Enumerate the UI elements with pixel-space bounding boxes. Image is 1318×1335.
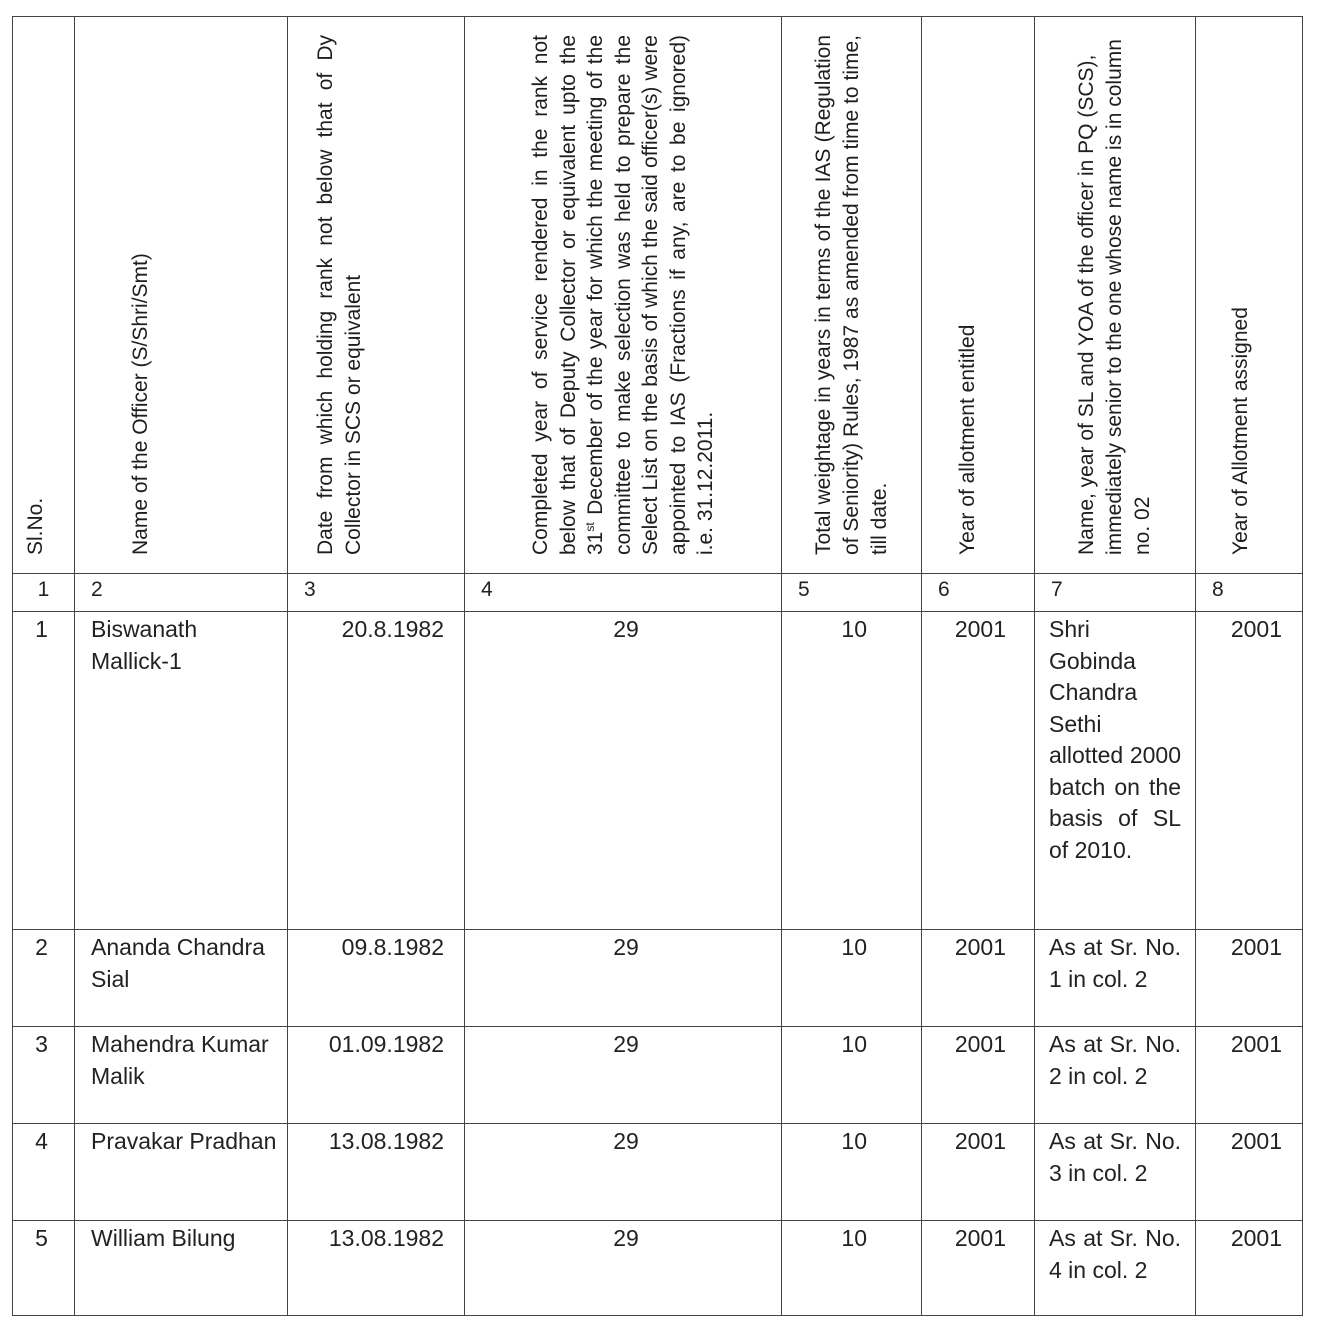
column-number-row [13,574,1303,612]
row-name: Mahendra Kumar Malik [75,1027,288,1124]
seniority-table [12,16,1303,1316]
header-name: Name of the Officer (S/Shri/Smt) [129,253,152,555]
row-assigned: 2001 [1196,1124,1303,1221]
header-completed-cell [465,17,782,574]
row-senior-cell [1035,930,1196,1027]
row-weightage: 10 [782,930,922,1027]
row-date: 01.09.1982 [288,1027,465,1124]
row-assigned: 2001 [1196,1221,1303,1316]
row-assigned: 2001 [1196,930,1303,1027]
table-row [13,1124,1303,1221]
header-name-cell [75,17,288,574]
row-sl: 3 [13,1027,75,1124]
row-date: 20.8.1982 [288,612,465,930]
row-sl: 5 [13,1221,75,1316]
header-completed-sup: st [582,522,597,532]
row-senior: As at Sr. No. 3 in col. 2 [1049,1128,1181,1186]
header-entitled: Year of allotment entitled [956,324,979,555]
row-entitled: 2001 [922,930,1035,1027]
row-date: 13.08.1982 [288,1221,465,1316]
row-years: 29 [465,1221,782,1316]
row-senior: As at Sr. No. 1 in col. 2 [1049,934,1181,992]
row-weightage: 10 [782,1221,922,1316]
row-sl: 2 [13,930,75,1027]
row-name: William Bilung [75,1221,288,1316]
row-weightage: 10 [782,1027,922,1124]
row-name: Pravakar Pradhan [75,1124,288,1221]
header-completed-pre: Completed year of service rendered in the rank not below that of Deputy Collector or equivalent upto the 31 [528,35,607,555]
row-senior: As at Sr. No. 4 in col. 2 [1049,1225,1181,1283]
row-sl: 1 [13,612,75,930]
header-sl: Sl.No. [23,497,47,555]
row-entitled: 2001 [922,1221,1035,1316]
row-senior: Shri Gobinda Chandra Sethi allotted 2000 batch on the basis of SL of 2010. [1049,616,1181,863]
row-date: 09.8.1982 [288,930,465,1027]
row-senior-cell [1035,1221,1196,1316]
table-row [13,930,1303,1027]
row-sl: 4 [13,1124,75,1221]
table-row [13,612,1303,930]
header-assigned-cell [1196,17,1303,574]
header-senior: Name, year of SL and YOA of the officer in PQ (SCS), immediately senior to the one whose name is in column no. 02 [1075,39,1154,555]
row-years: 29 [465,612,782,930]
row-senior-cell [1035,612,1196,930]
row-date: 13.08.1982 [288,1124,465,1221]
header-date: Date from which holding rank not below that of Dy Collector in SCS or equivalent [314,35,365,555]
row-senior-cell [1035,1027,1196,1124]
column-number: 3 [288,574,465,612]
column-number: 2 [75,574,288,612]
row-weightage: 10 [782,612,922,930]
table-row [13,1027,1303,1124]
header-assigned: Year of Allotment assigned [1229,307,1252,555]
row-senior-cell [1035,1124,1196,1221]
row-entitled: 2001 [922,1027,1035,1124]
row-assigned: 2001 [1196,612,1303,930]
row-name: Biswanath Mallick-1 [75,612,288,930]
column-number: 7 [1035,574,1196,612]
row-assigned: 2001 [1196,1027,1303,1124]
row-weightage: 10 [782,1124,922,1221]
row-years: 29 [465,930,782,1027]
column-number: 4 [465,574,782,612]
row-senior: As at Sr. No. 2 in col. 2 [1049,1031,1181,1089]
header-weightage: Total weightage in years in terms of the IAS (Regulation of Seniority) Rules, 1987 as amended from time to time, till date. [811,35,891,555]
header-row [13,17,1303,574]
column-number: 5 [782,574,922,612]
row-entitled: 2001 [922,1124,1035,1221]
table-row [13,1221,1303,1316]
header-sl-cell [13,17,75,574]
row-years: 29 [465,1027,782,1124]
header-entitled-cell [922,17,1035,574]
row-entitled: 2001 [922,612,1035,930]
row-name: Ananda Chandra Sial [75,930,288,1027]
column-number: 6 [922,574,1035,612]
header-weightage-cell [782,17,922,574]
column-number: 1 [13,574,75,612]
header-senior-cell [1035,17,1196,574]
header-completed [527,35,720,555]
header-completed-post: December of the year for which the meeting of the committee to make selection was held to prepare the Select List on the basis of which the said officer(s) were appointed to IAS (Fractions if any, are to be ignored) i.e. 31.12.2011. [583,35,717,555]
header-date-cell [288,17,465,574]
column-number: 8 [1196,574,1303,612]
row-years: 29 [465,1124,782,1221]
